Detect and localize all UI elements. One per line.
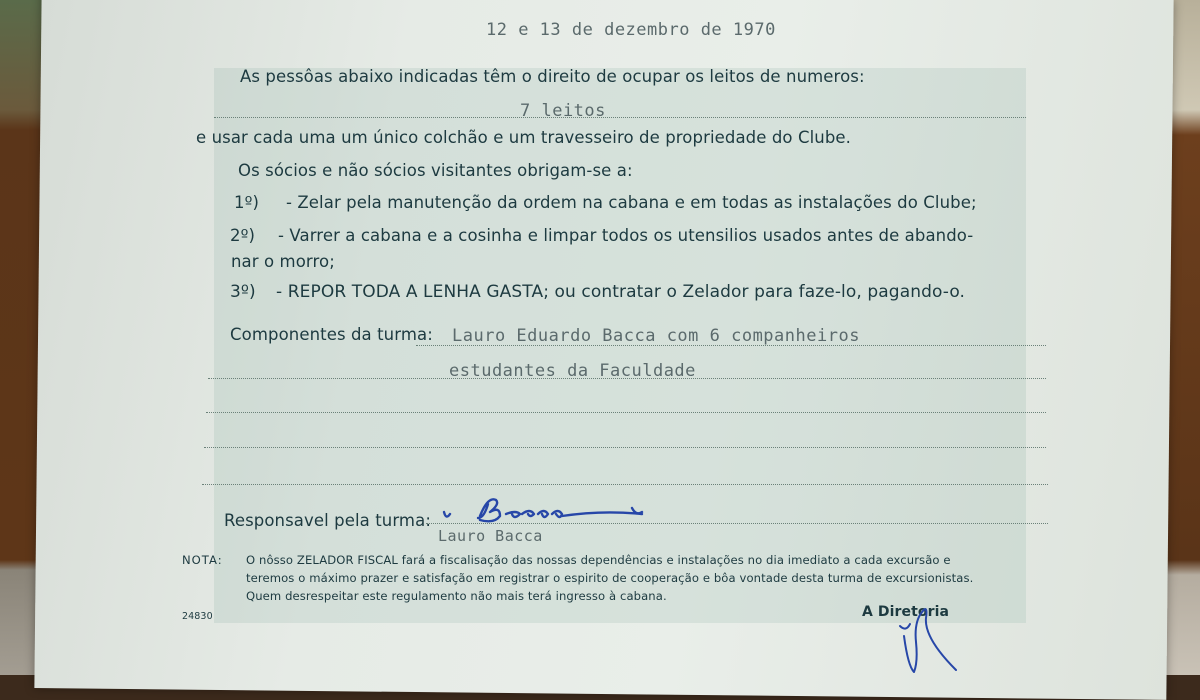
item-3-number: 3º)	[230, 282, 256, 302]
group-value-1: Lauro Eduardo Bacca com 6 companheiros	[452, 326, 860, 346]
dotted-line	[202, 484, 1048, 485]
responsible-signature	[440, 494, 650, 530]
responsible-name: Lauro Bacca	[438, 527, 543, 545]
nota-line-1: O nôsso ZELADOR FISCAL fará a fiscalisação das nossas dependências e instalações no dia imediato a cada excursão e	[246, 553, 951, 567]
item-1-number: 1º)	[234, 193, 260, 212]
board-signature	[880, 596, 980, 675]
nota-line-3: Quem desrespeitar este regulamento não mais terá ingresso à cabana.	[246, 589, 667, 603]
dotted-line	[204, 447, 1046, 448]
board-signoff: A Diretoria	[862, 604, 950, 620]
print-code: 24830	[182, 611, 213, 622]
dotted-line	[206, 412, 1046, 413]
intro-line-2: e usar cada uma um único colchão e um travesseiro de propriedade do Clube.	[196, 128, 852, 147]
item-3-bold: - REPOR TODA A LENHA GASTA	[276, 282, 544, 302]
intro-line-1: As pessôas abaixo indicadas têm o direito de ocupar os leitos de numeros:	[240, 67, 865, 86]
obligations-heading: Os sócios e não sócios visitantes obrigam-se a:	[238, 161, 633, 180]
item-2-text: - Varrer a cabana e a cosinha e limpar todos os utensilios usados antes de abando-	[278, 226, 974, 245]
item-3-rest: ; ou contratar o Zelador para faze-lo, pagando-o.	[543, 282, 966, 302]
item-1-text: - Zelar pela manutenção da ordem na cabana e em todas as instalações do Clube;	[286, 193, 977, 212]
item-3-text	[276, 282, 965, 302]
item-2-continuation: nar o morro;	[231, 252, 335, 271]
dotted-line	[214, 117, 1026, 118]
document-date: 12 e 13 de dezembro de 1970	[486, 20, 776, 40]
nota-label: NOTA:	[182, 553, 223, 567]
responsible-label: Responsavel pela turma:	[224, 511, 431, 530]
beds-value: 7 leitos	[520, 101, 606, 121]
nota-line-2: teremos o máximo prazer e satisfação em registrar o espirito de cooperação e bôa vontade desta turma de excursionistas.	[246, 571, 974, 585]
group-label: Componentes da turma:	[230, 325, 433, 344]
item-2-number: 2º)	[230, 226, 256, 245]
group-value-2: estudantes da Faculdade	[449, 361, 696, 381]
